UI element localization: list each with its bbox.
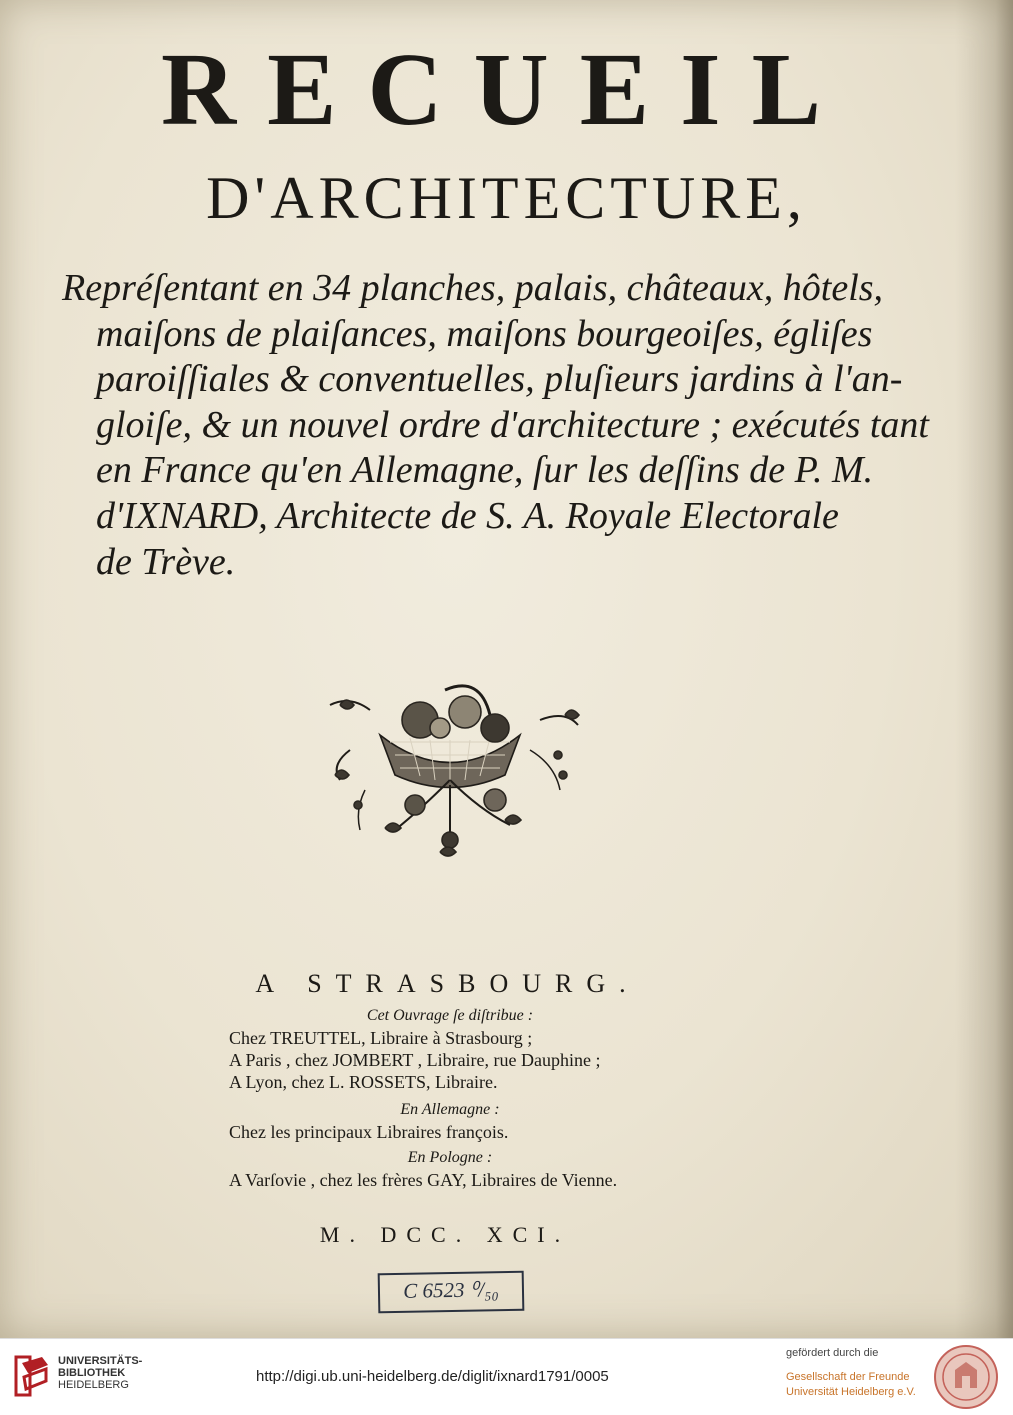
sponsor-label: gefördert durch die	[786, 1347, 879, 1359]
library-name-line: HEIDELBERG	[58, 1379, 129, 1391]
imprint-line: A Varſovie , chez les frères GAY, Libraires de Vienne.	[229, 1170, 618, 1190]
society-name-line: Universität Heidelberg e.V.	[786, 1386, 916, 1398]
imprint-line: A Paris , chez JOMBERT , Libraire, rue Dauphine ;	[229, 1050, 601, 1070]
library-logo-icon[interactable]	[12, 1353, 52, 1399]
shelfmark-stamp: C 6523 ⁰/₅₀	[378, 1271, 525, 1314]
poland-heading: En Pologne :	[407, 1149, 493, 1166]
imprint-line: A Lyon, chez L. ROSSETS, Libraire.	[229, 1072, 498, 1092]
permalink-url[interactable]: http://digi.ub.uni-heidelberg.de/diglit/ixnard1791/0005	[256, 1368, 609, 1385]
viewer-footer	[0, 1338, 1013, 1415]
university-seal-icon[interactable]	[933, 1344, 999, 1410]
description-line: Repréſentant en 34 planches, palais, châteaux, hôtels,	[62, 267, 884, 309]
society-name-line: Gesellschaft der Freunde	[786, 1371, 910, 1383]
title-recueil: RECUEIL	[161, 32, 852, 147]
description-line: gloiſe, & un nouvel ordre d'architecture ; exécutés tant	[96, 403, 929, 446]
imprint-city: A STRASBOURG.	[255, 969, 640, 998]
flower-basket-vignette	[320, 680, 585, 860]
description-line: de Trève.	[96, 540, 236, 583]
society-name[interactable]	[786, 1370, 916, 1400]
library-name-line: BIBLIOTHEK	[58, 1367, 126, 1379]
title-architecture: D'ARCHITECTURE,	[206, 165, 807, 231]
library-name[interactable]	[58, 1355, 142, 1391]
distribution-heading: Cet Ouvrage ſe diſtribue :	[366, 1007, 534, 1024]
library-name-line: UNIVERSITÄTS-	[58, 1355, 143, 1367]
imprint-line: Chez les principaux Libraires françois.	[229, 1122, 509, 1142]
description-line: d'IXNARD, Architecte de S. A. Royale Electorale	[96, 494, 839, 537]
description-paragraph	[62, 266, 929, 585]
description-line: maiſons de plaiſances, maiſons bourgeoiſes, égliſes	[96, 312, 873, 355]
germany-heading: En Allemagne :	[400, 1101, 500, 1118]
description-line: en France qu'en Allemagne, ſur les deſſins de P. M.	[96, 449, 874, 492]
imprint-line: Chez TREUTTEL, Libraire à Strasbourg ;	[229, 1028, 533, 1048]
publication-date: M. DCC. XCI.	[319, 1222, 571, 1247]
description-line: paroiſſiales & conventuelles, pluſieurs jardins à l'an-	[96, 358, 903, 401]
